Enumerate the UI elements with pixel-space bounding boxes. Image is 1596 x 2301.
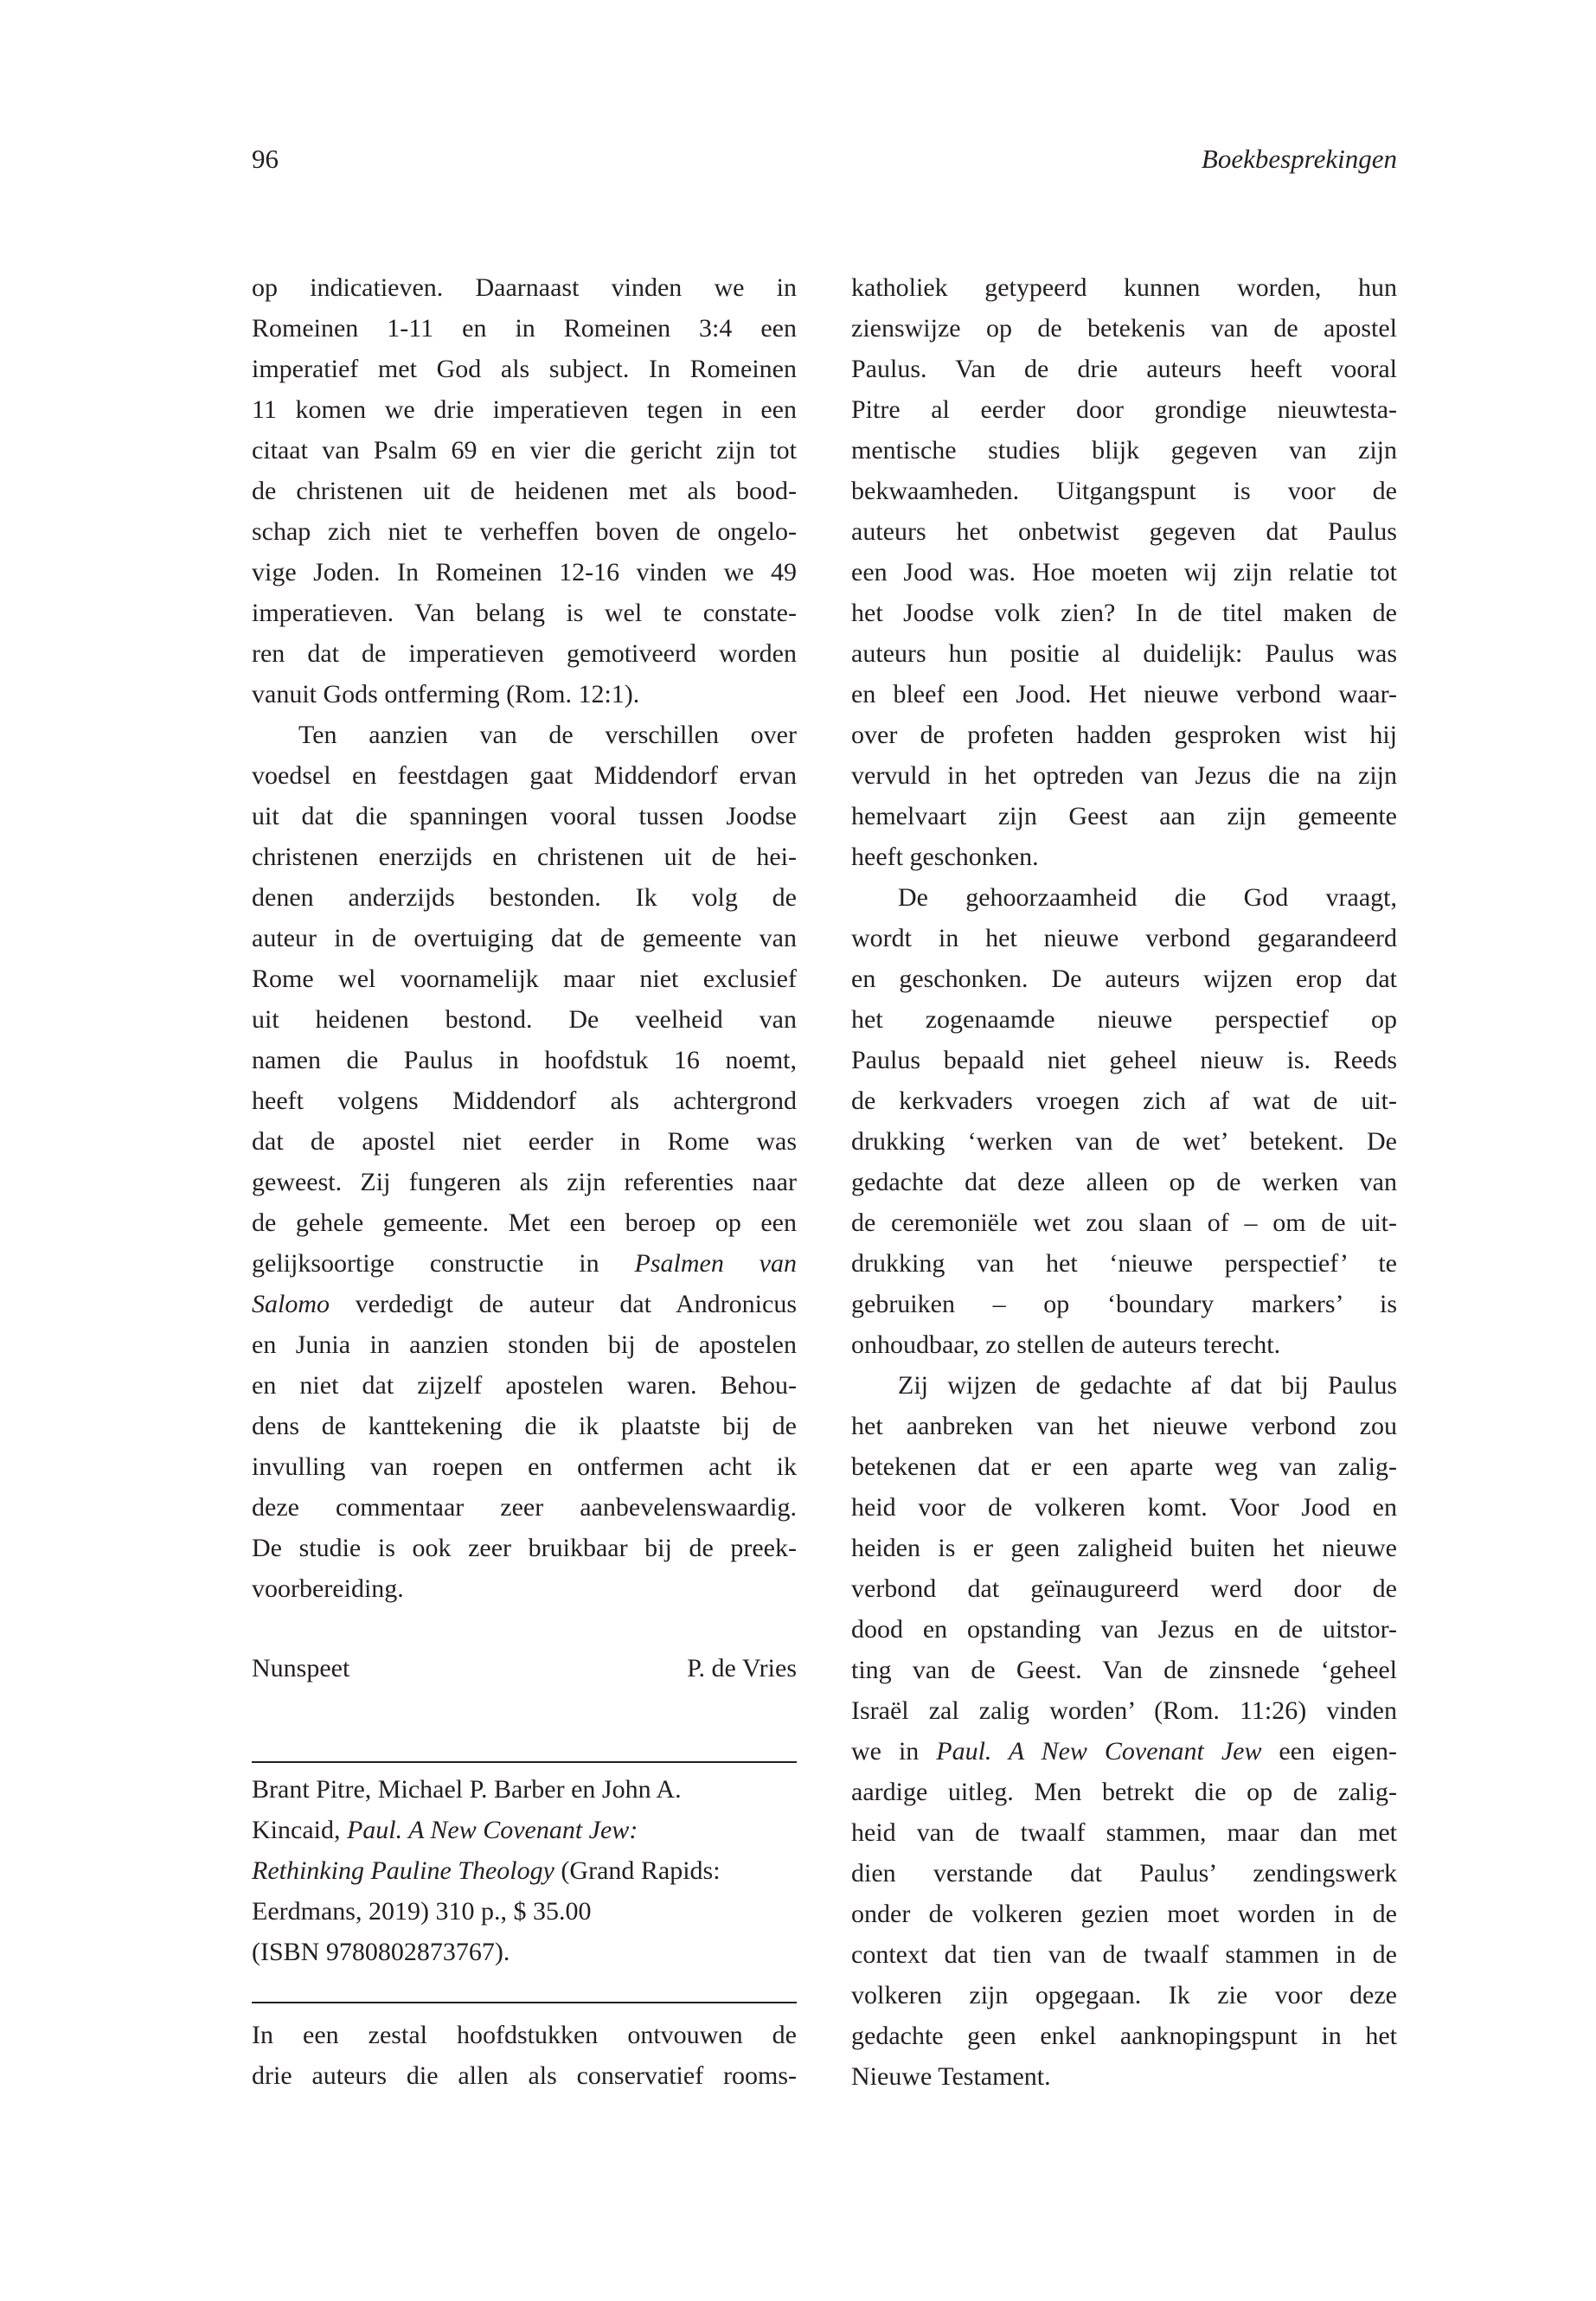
text-line: ting van de Geest. Van de zinsnede ‘geheel — [851, 1656, 1397, 1684]
text-line: ren dat de imperatieven gemotiveerd worden — [252, 639, 797, 668]
paragraph — [851, 267, 1397, 877]
text-line: heiden is er geen zaligheid buiten het nieuwe — [851, 1534, 1397, 1562]
text-line: drukking ‘werken van de wet’ betekent. De — [851, 1127, 1397, 1156]
text-line: dien verstande dat Paulus’ zendingswerk — [851, 1859, 1397, 1888]
text-line: het aanbreken van het nieuwe verbond zou — [851, 1412, 1397, 1440]
text-line: op indicatieven. Daarnaast vinden we in — [252, 273, 797, 302]
text-line: verbond dat geïnaugureerd werd door de — [851, 1574, 1397, 1603]
text-line: en Junia in aanzien stonden bij de apostelen — [252, 1330, 797, 1359]
paragraph — [252, 267, 797, 715]
text-line: heid van de twaalf stammen, maar dan met — [851, 1818, 1397, 1847]
text-line: Ten aanzien van de verschillen over — [298, 721, 797, 749]
text-segment: een eigen- — [1261, 1737, 1397, 1766]
text-line: geweest. Zij fungeren als zijn referenties naar — [252, 1168, 797, 1196]
text-line: Nieuwe Testament. — [851, 2062, 1051, 2091]
text-line: uit heidenen bestond. De veelheid van — [252, 1005, 797, 1034]
text-line: namen die Paulus in hoofdstuk 16 noemt, — [252, 1046, 797, 1074]
text-line: betekenen dat er een aparte weg van zalig- — [851, 1452, 1397, 1481]
text-line — [252, 1284, 797, 1324]
text-line: denen anderzijds bestonden. Ik volg de — [252, 883, 797, 912]
signature-author: P. de Vries — [687, 1654, 797, 1682]
text-segment: (Grand Rapids: — [554, 1856, 721, 1885]
text-line: en bleef een Jood. Het nieuwe verbond waar- — [851, 680, 1397, 708]
text-line: de kerkvaders vroegen zich af wat de uit- — [851, 1086, 1397, 1115]
text-line — [252, 1810, 797, 1850]
text-line: imperatieven. Van belang is wel te constate- — [252, 599, 797, 627]
text-line: voorbereiding. — [252, 1574, 404, 1603]
text-line: auteur in de overtuiging dat de gemeente van — [252, 924, 797, 952]
text-line: vige Joden. In Romeinen 12-16 vinden we 49 — [252, 558, 797, 586]
text-line: volkeren zijn opgegaan. Ik zie voor deze — [851, 1981, 1397, 2009]
text-line: de gehele gemeente. Met een beroep op een — [252, 1208, 797, 1237]
text-segment: gelijksoortige constructie in — [252, 1249, 635, 1278]
text-line: (ISBN 9780802873767). — [252, 1938, 510, 1966]
italic-title-text: Paul. A New Covenant Jew — [936, 1737, 1262, 1766]
text-line: Pitre al eerder door grondige nieuwtesta- — [851, 395, 1397, 424]
text-line: heeft volgens Middendorf als achtergrond — [252, 1086, 797, 1115]
text-line: drie auteurs die allen als conservatief rooms- — [252, 2061, 797, 2090]
text-line: een Jood was. Hoe moeten wij zijn relatie tot — [851, 558, 1397, 586]
running-title: Boekbesprekingen — [1201, 144, 1397, 174]
paragraph — [252, 715, 797, 1609]
text-segment: verdedigt de auteur dat Andronicus — [330, 1290, 797, 1318]
text-line: bekwaamheden. Uitgangspunt is voor de — [851, 477, 1397, 505]
text-line: schap zich niet te verheffen boven de ongelo- — [252, 517, 797, 546]
text-line — [252, 1850, 797, 1891]
text-line: auteurs hun positie al duidelijk: Paulus was — [851, 639, 1397, 668]
text-line: de christenen uit de heidenen met als bood- — [252, 477, 797, 505]
text-line: gedachte geen enkel aanknopingspunt in het — [851, 2022, 1397, 2050]
text-line: vanuit Gods ontferming (Rom. 12:1). — [252, 680, 640, 708]
text-line: wordt in het nieuwe verbond gegarandeerd — [851, 924, 1397, 952]
divider-rule — [252, 2002, 797, 2003]
text-line: uit dat die spanningen vooral tussen Joodse — [252, 802, 797, 830]
text-line: en niet dat zijzelf apostelen waren. Behou- — [252, 1371, 797, 1400]
page-number: 96 — [252, 144, 279, 174]
text-line: het zogenaamde nieuwe perspectief op — [851, 1005, 1397, 1034]
text-line: en geschonken. De auteurs wijzen erop dat — [851, 965, 1397, 993]
text-line: gebruiken – op ‘boundary markers’ is — [851, 1290, 1397, 1318]
text-segment: we in — [851, 1737, 937, 1766]
text-line: invulling van roepen en ontfermen acht ik — [252, 1452, 797, 1481]
book-reference — [252, 1769, 797, 1972]
text-line: dat de apostel niet eerder in Rome was — [252, 1127, 797, 1156]
text-line: over de profeten hadden gesproken wist hij — [851, 721, 1397, 749]
text-line: gedachte dat deze alleen op de werken van — [851, 1168, 1397, 1196]
signature-place: Nunspeet — [252, 1654, 350, 1682]
italic-title-text: Paul. A New Covenant Jew: — [346, 1816, 638, 1844]
text-line: voedsel en feestdagen gaat Middendorf ervan — [252, 761, 797, 790]
text-line: De studie is ook zeer bruikbaar bij de preek- — [252, 1534, 797, 1562]
text-line: Eerdmans, 2019) 310 p., $ 35.00 — [252, 1897, 592, 1926]
divider-rule — [252, 1761, 797, 1763]
text-line: Romeinen 1-11 en in Romeinen 3:4 een — [252, 314, 797, 343]
text-line: heid voor de volkeren komt. Voor Jood en — [851, 1493, 1397, 1522]
text-line: christenen enerzijds en christenen uit de hei- — [252, 843, 797, 871]
text-line: imperatief met God als subject. In Romeinen — [252, 355, 797, 383]
text-line: Paulus. Van de drie auteurs heeft vooral — [851, 355, 1397, 383]
text-line: hemelvaart zijn Geest aan zijn gemeente — [851, 802, 1397, 830]
text-line: context dat tien van de twaalf stammen in de — [851, 1940, 1397, 1969]
text-line: heeft geschonken. — [851, 843, 1039, 871]
text-line: Brant Pitre, Michael P. Barber en John A. — [252, 1775, 682, 1804]
italic-title-text: Psalmen van — [634, 1249, 797, 1278]
text-line: 11 komen we drie imperatieven tegen in een — [252, 395, 797, 424]
text-line: Paulus bepaald niet geheel nieuw is. Reeds — [851, 1046, 1397, 1074]
text-line: drukking van het ‘nieuwe perspectief’ te — [851, 1249, 1397, 1278]
text-line — [252, 1243, 797, 1284]
text-line: Zij wijzen de gedachte af dat bij Paulus — [898, 1371, 1397, 1400]
paragraph — [851, 1365, 1397, 2097]
text-line: citaat van Psalm 69 en vier die gericht zijn tot — [252, 436, 797, 465]
text-line: De gehoorzaamheid die God vraagt, — [898, 883, 1397, 912]
text-line: het Joodse volk zien? In de titel maken de — [851, 599, 1397, 627]
review-signature — [252, 1648, 797, 1689]
text-line: vervuld in het optreden van Jezus die na zijn — [851, 761, 1397, 790]
text-line — [851, 1731, 1397, 1772]
text-line: katholiek getypeerd kunnen worden, hun — [851, 273, 1397, 302]
text-line: aardige uitleg. Men betrekt die op de zalig- — [851, 1778, 1397, 1806]
review-start — [252, 2015, 797, 2096]
text-line: zienswijze op de betekenis van de apostel — [851, 314, 1397, 343]
text-line: de ceremoniële wet zou slaan of – om de uit- — [851, 1208, 1397, 1237]
text-line: dens de kanttekening die ik plaatste bij de — [252, 1412, 797, 1440]
italic-title-text: Rethinking Pauline Theology — [252, 1856, 554, 1885]
right-column-text — [851, 267, 1397, 2097]
left-column-text — [252, 267, 797, 1609]
paragraph — [851, 877, 1397, 1365]
text-line: mentische studies blijk gegeven van zijn — [851, 436, 1397, 465]
text-line: onhoudbaar, zo stellen de auteurs terecht. — [851, 1330, 1281, 1359]
text-line: In een zestal hoofdstukken ontvouwen de — [252, 2021, 797, 2049]
text-line: onder de volkeren gezien moet worden in de — [851, 1900, 1397, 1928]
text-line: dood en opstanding van Jezus en de uitstor- — [851, 1615, 1397, 1644]
text-line: Israël zal zalig worden’ (Rom. 11:26) vinden — [851, 1696, 1397, 1725]
text-line: Rome wel voornamelijk maar niet exclusief — [252, 965, 797, 993]
text-line: deze commentaar zeer aanbevelenswaardig. — [252, 1493, 797, 1522]
italic-title-text: Salomo — [252, 1290, 330, 1318]
text-line: auteurs het onbetwist gegeven dat Paulus — [851, 517, 1397, 546]
text-segment: Kincaid, — [252, 1816, 347, 1844]
